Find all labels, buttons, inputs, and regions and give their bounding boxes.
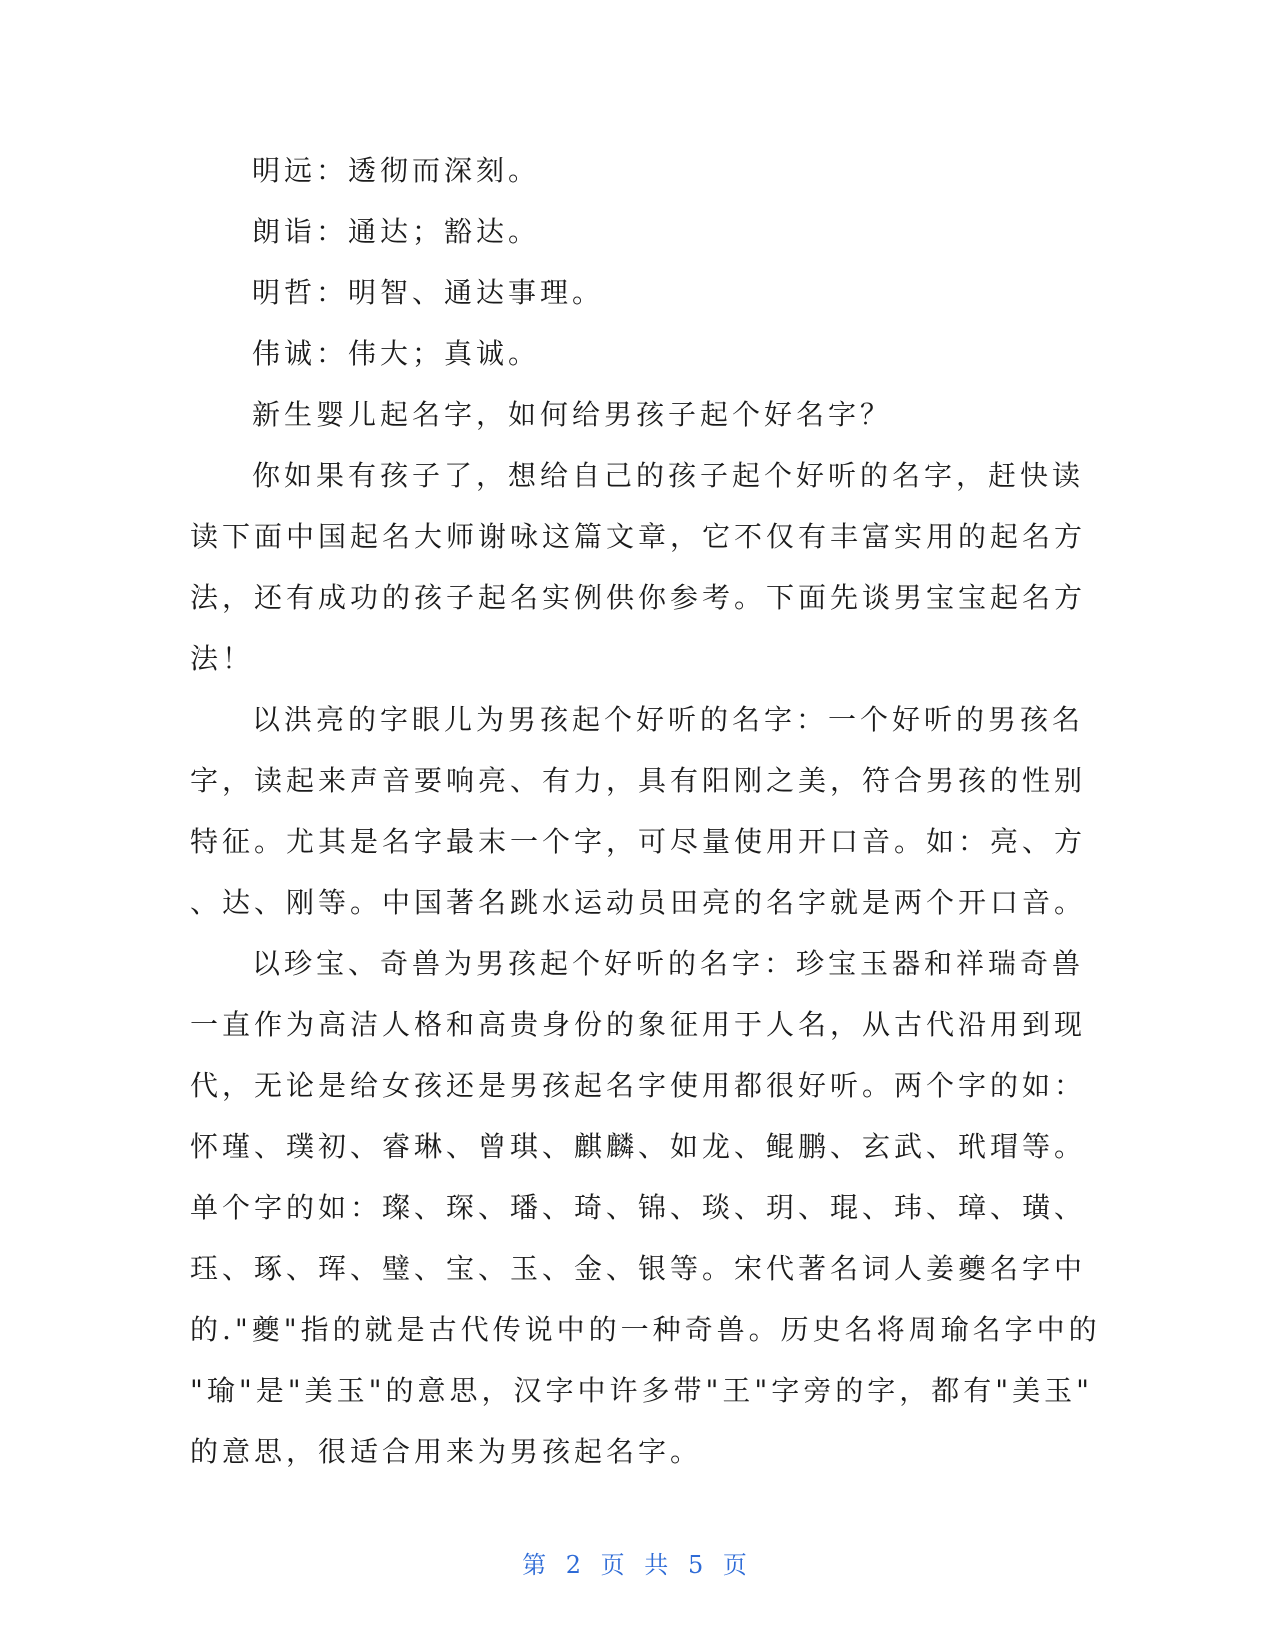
text-line: 的."夔"指的就是古代传说中的一种奇兽。历史名将周瑜名字中的 — [190, 1313, 1101, 1346]
text-line: 以珍宝、奇兽为男孩起个好听的名字：珍宝玉器和祥瑞奇兽 — [252, 947, 1085, 980]
text-line: 以洪亮的字眼儿为男孩起个好听的名字：一个好听的男孩名 — [252, 703, 1085, 736]
page-footer: 第 2 页 共 5 页 — [522, 1551, 753, 1579]
text-line: 一直作为高洁人格和高贵身份的象征用于人名，从古代沿用到现 — [190, 1008, 1087, 1041]
text-line: 朗诣：通达；豁达。 — [252, 215, 541, 248]
text-line: 的意思，很适合用来为男孩起名字。 — [190, 1435, 703, 1468]
text-line: 、达、刚等。中国著名跳水运动员田亮的名字就是两个开口音。 — [190, 886, 1087, 919]
text-line: 法，还有成功的孩子起名实例供你参考。下面先谈男宝宝起名方 — [190, 581, 1087, 614]
text-line: "瑜"是"美玉"的意思，汉字中许多带"王"字旁的字，都有"美玉" — [190, 1374, 1094, 1407]
text-line: 新生婴儿起名字，如何给男孩子起个好名字？ — [252, 398, 893, 431]
text-line: 伟诚：伟大；真诚。 — [252, 337, 541, 370]
text-line: 代，无论是给女孩还是男孩起名字使用都很好听。两个字的如： — [190, 1069, 1087, 1102]
text-line: 明远：透彻而深刻。 — [252, 154, 541, 187]
text-line: 特征。尤其是名字最末一个字，可尽量使用开口音。如：亮、方 — [190, 825, 1087, 858]
text-line: 读下面中国起名大师谢咏这篇文章，它不仅有丰富实用的起名方 — [190, 520, 1087, 553]
text-line: 怀瑾、璞初、睿琳、曾琪、麒麟、如龙、鲲鹏、玄武、玳瑁等。 — [190, 1130, 1087, 1163]
text-line: 单个字的如：璨、琛、璠、琦、锦、琰、玥、琨、玮、璋、璜、 — [190, 1191, 1087, 1224]
text-line: 珏、琢、珲、璧、宝、玉、金、银等。宋代著名词人姜夔名字中 — [190, 1252, 1087, 1285]
text-line: 字，读起来声音要响亮、有力，具有阳刚之美，符合男孩的性别 — [190, 764, 1087, 797]
text-line: 你如果有孩子了，想给自己的孩子起个好听的名字，赶快读 — [252, 459, 1085, 492]
text-line: 法！ — [190, 642, 255, 675]
document-body — [190, 140, 1101, 1482]
text-line: 明哲：明智、通达事理。 — [252, 276, 605, 309]
